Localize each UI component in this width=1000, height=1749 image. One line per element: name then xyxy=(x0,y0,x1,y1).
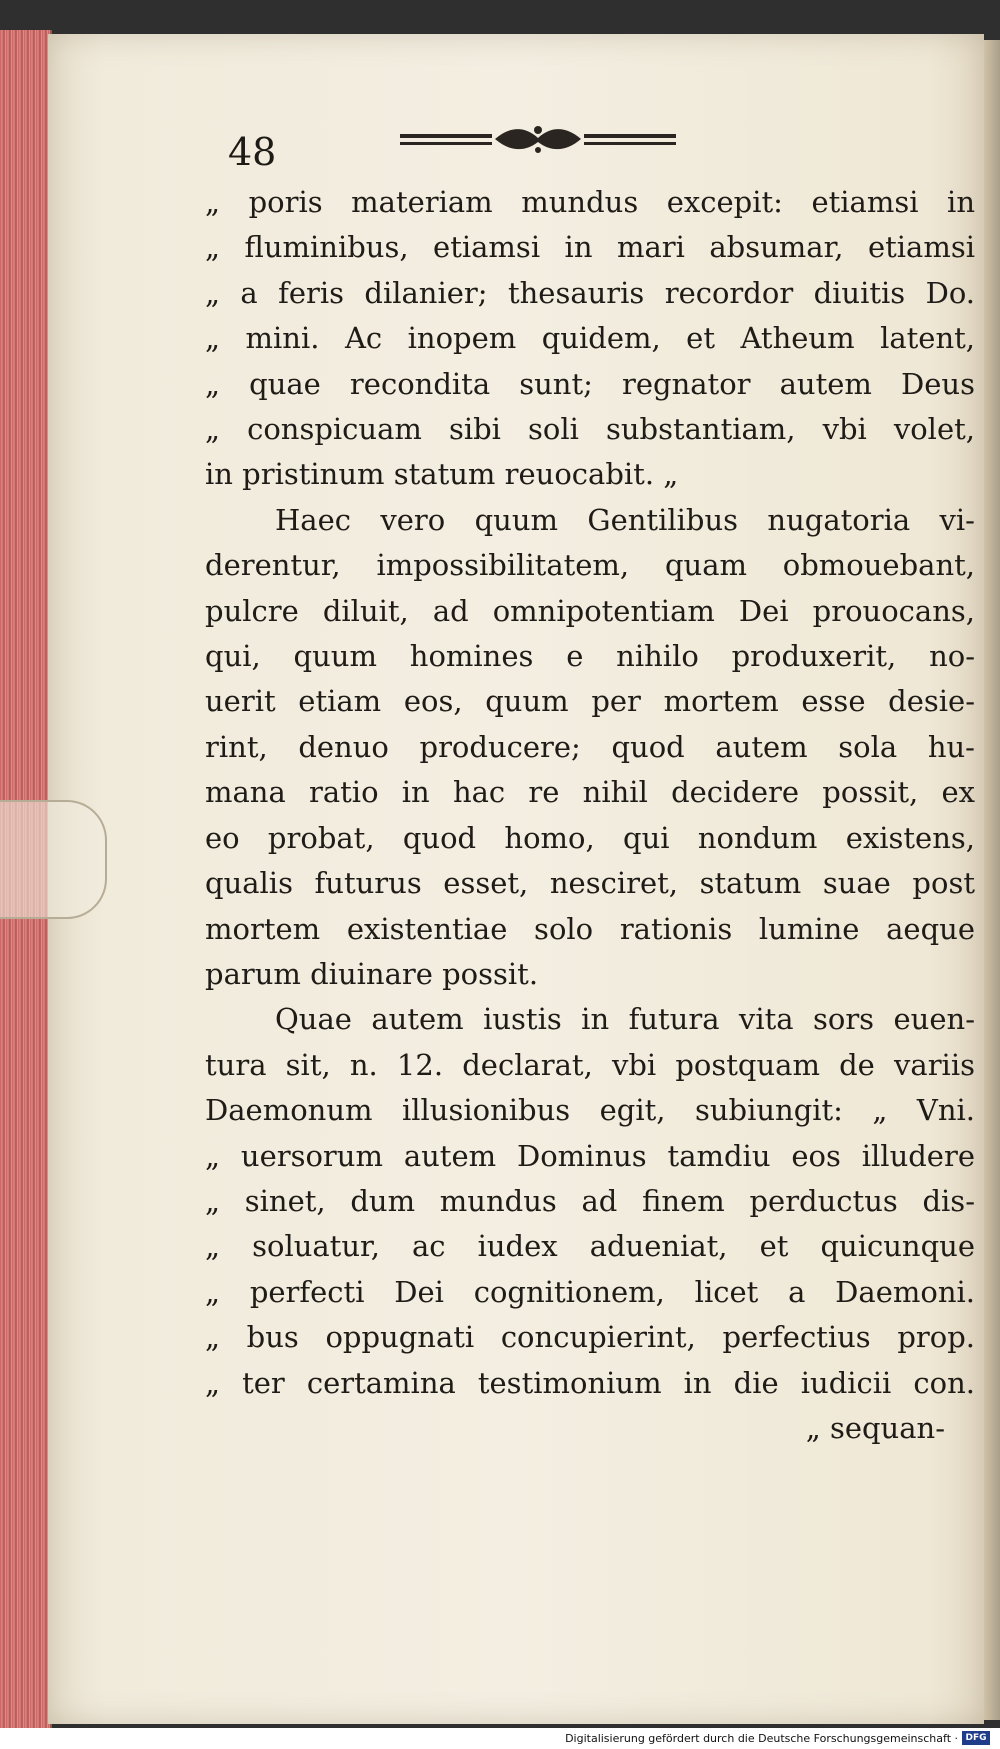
funding-notice: Digitalisierung gefördert durch die Deutsche Forschungsgemeinschaft · xyxy=(565,1732,958,1745)
text-line: eo probat, quod homo, qui nondum existens, xyxy=(205,820,975,855)
text-line: qualis futurus esset, nesciret, statum suae post xyxy=(205,866,975,901)
text-line: „ mini. Ac inopem quidem, et Atheum latent, xyxy=(205,321,975,356)
text-line: in pristinum statum reuocabit. „ xyxy=(205,457,679,492)
text-line: „ sinet, dum mundus ad finem perductus dis- xyxy=(205,1183,975,1218)
text-line: „ a feris dilanier; thesauris recordor diuitis Do. xyxy=(205,275,975,310)
text-line: „ quae recondita sunt; regnator autem Deus xyxy=(205,366,975,401)
dfg-logo: DFG xyxy=(962,1731,990,1745)
text-line: parum diuinare possit. xyxy=(205,956,539,991)
text-line: „ uersorum autem Dominus tamdiu eos illudere xyxy=(205,1138,975,1173)
body-text xyxy=(205,180,975,1451)
text-line: „ perfecti Dei cognitionem, licet a Daemoni. xyxy=(205,1274,975,1309)
text-line: mana ratio in hac re nihil decidere possit, ex xyxy=(205,775,975,810)
ornament-rule-icon xyxy=(400,120,676,160)
page-block-right-edge xyxy=(984,40,1000,1720)
paragraph-start-line: Quae autem iustis in futura vita sors euen- xyxy=(275,1002,975,1037)
text-line: mortem existentiae solo rationis lumine aeque xyxy=(205,911,975,946)
page-header xyxy=(178,100,758,174)
text-line: qui, quum homines e nihilo produxerit, no- xyxy=(205,639,975,674)
text-line: „ soluatur, ac iudex adueniat, et quicunque xyxy=(205,1229,975,1264)
catchword: „ sequan- xyxy=(805,1410,945,1445)
text-line: „ fluminibus, etiamsi in mari absumar, etiamsi xyxy=(205,230,975,265)
page-tab-mark xyxy=(0,800,107,919)
text-line: „ ter certamina testimonium in die iudicii con. xyxy=(205,1365,975,1400)
digitization-footer xyxy=(0,1728,1000,1749)
text-line: „ poris materiam mundus excepit: etiamsi in xyxy=(205,185,975,219)
text-line: derentur, impossibilitatem, quam obmouebant, xyxy=(205,548,975,583)
text-line: tura sit, n. 12. declarat, vbi postquam de variis xyxy=(205,1047,975,1082)
page-number: 48 xyxy=(228,130,277,174)
text-line: uerit etiam eos, quum per mortem esse desie- xyxy=(205,684,975,719)
text-line: „ bus oppugnati concupierint, perfectius prop. xyxy=(205,1320,975,1355)
text-line: „ conspicuam sibi soli substantiam, vbi volet, xyxy=(205,412,975,447)
text-line: Daemonum illusionibus egit, subiungit: „ Vni. xyxy=(205,1093,975,1128)
text-line: pulcre diluit, ad omnipotentiam Dei prouocans, xyxy=(205,593,975,628)
text-line: rint, denuo producere; quod autem sola hu- xyxy=(205,729,975,764)
paragraph-start-line: Haec vero quum Gentilibus nugatoria vi- xyxy=(275,502,975,537)
